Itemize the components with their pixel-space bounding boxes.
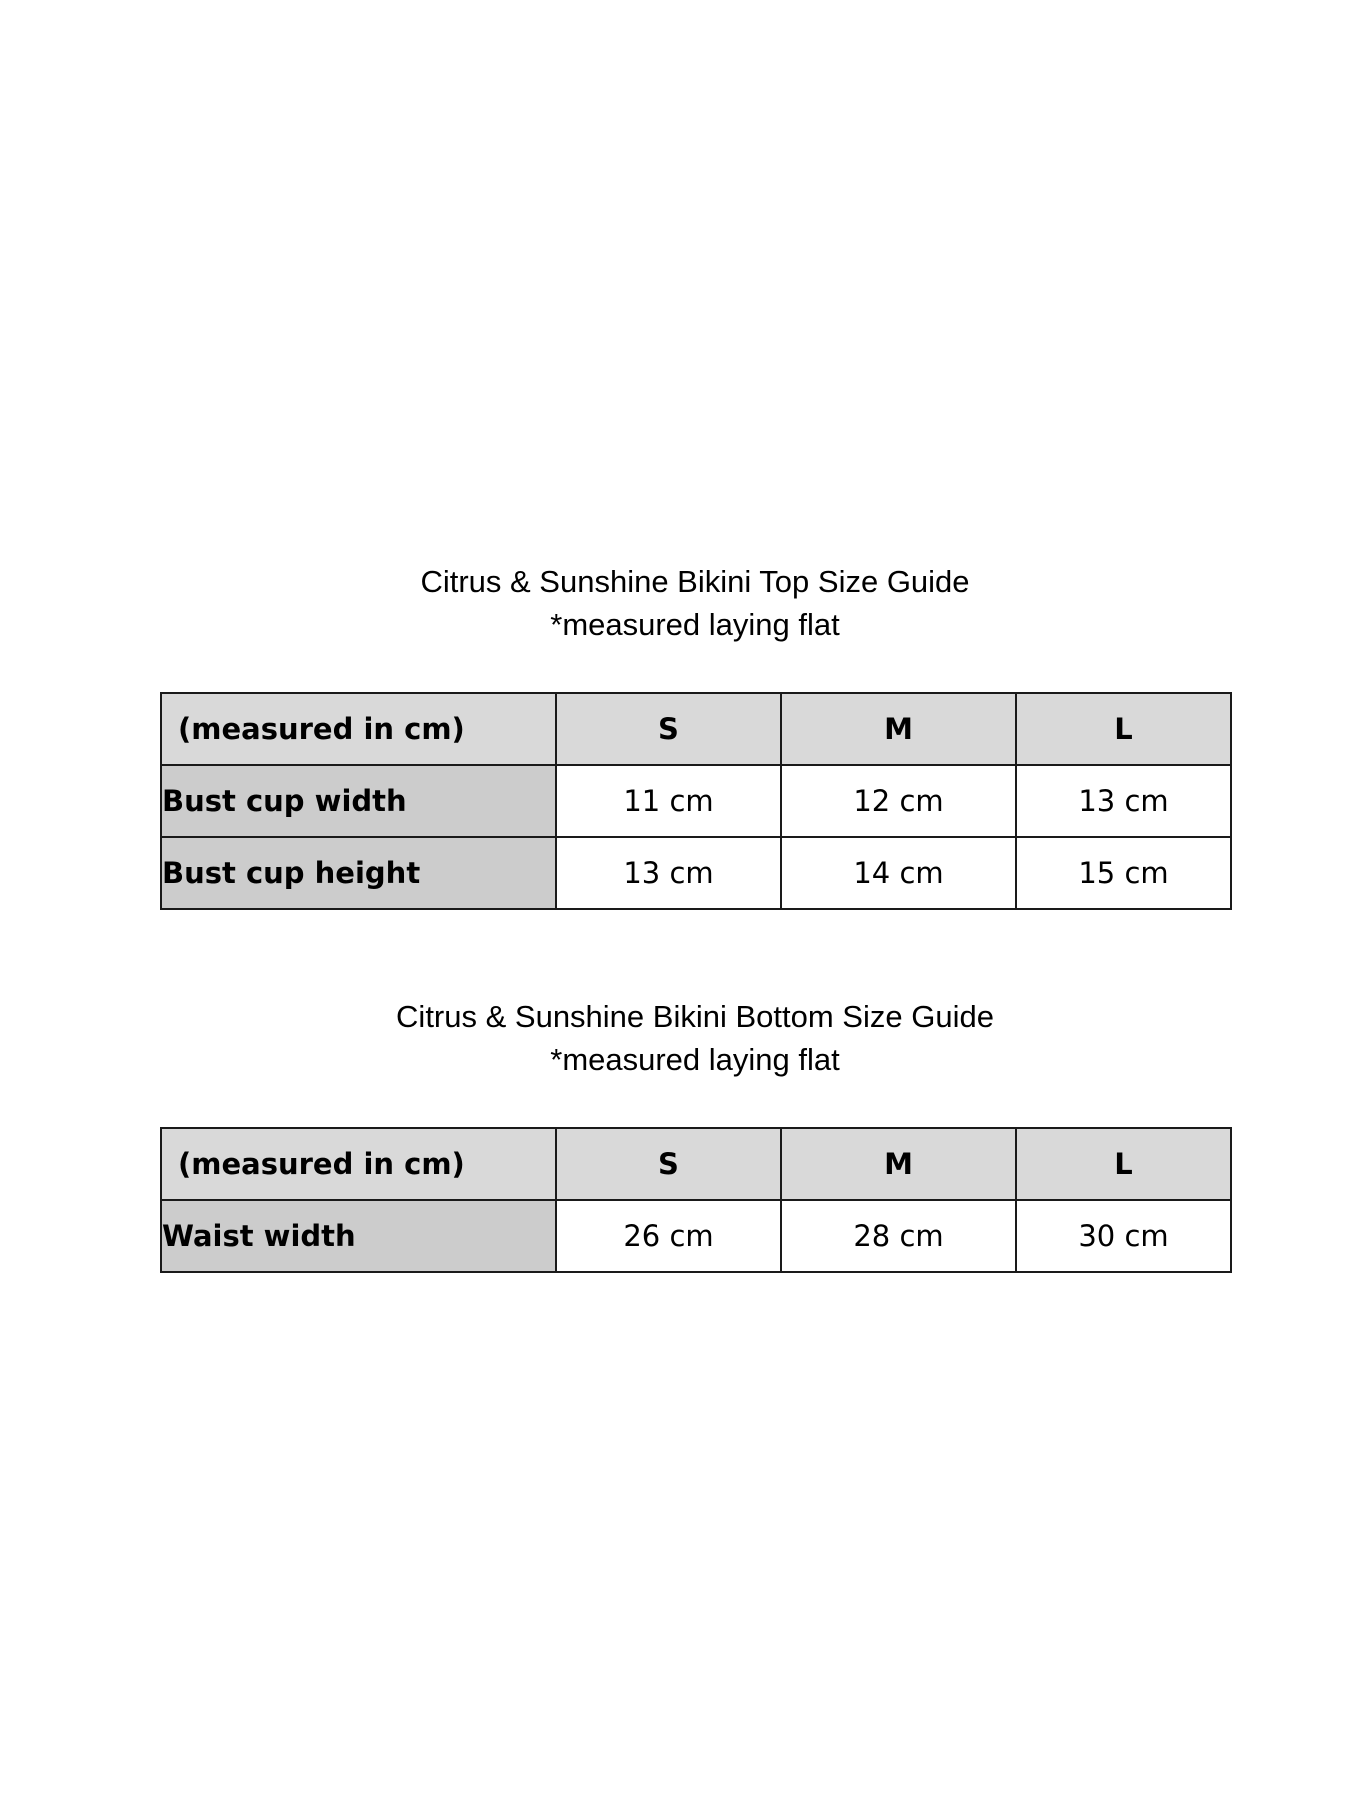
- table-cell: 15 cm: [1016, 837, 1231, 909]
- corner-label: (measured in cm): [161, 1128, 556, 1200]
- table-cell: 13 cm: [1016, 765, 1231, 837]
- table-row: [161, 1200, 1231, 1272]
- table-cell: 30 cm: [1016, 1200, 1231, 1272]
- table-cell: 26 cm: [556, 1200, 781, 1272]
- size-header-l: L: [1016, 1128, 1231, 1200]
- row-label: Waist width: [161, 1200, 556, 1272]
- bottom-guide-title: Citrus & Sunshine Bikini Bottom Size Guide: [396, 999, 994, 1034]
- row-label: Bust cup height: [161, 837, 556, 909]
- table-cell: 11 cm: [556, 765, 781, 837]
- size-header-s: S: [556, 693, 781, 765]
- table-header-row: [161, 1128, 1231, 1200]
- table-header-row: [161, 693, 1231, 765]
- size-header-l: L: [1016, 693, 1231, 765]
- row-label: Bust cup width: [161, 765, 556, 837]
- top-size-guide: [160, 560, 1230, 910]
- bottom-size-table: [160, 1127, 1232, 1273]
- size-header-s: S: [556, 1128, 781, 1200]
- table-row: [161, 837, 1231, 909]
- bottom-size-guide: [160, 995, 1230, 1273]
- top-guide-title: Citrus & Sunshine Bikini Top Size Guide: [420, 564, 970, 599]
- table-row: [161, 765, 1231, 837]
- table-cell: 28 cm: [781, 1200, 1016, 1272]
- table-cell: 13 cm: [556, 837, 781, 909]
- size-header-m: M: [781, 693, 1016, 765]
- size-header-m: M: [781, 1128, 1016, 1200]
- top-guide-subtitle: *measured laying flat: [550, 607, 840, 642]
- table-cell: 14 cm: [781, 837, 1016, 909]
- corner-label: (measured in cm): [161, 693, 556, 765]
- table-cell: 12 cm: [781, 765, 1016, 837]
- top-size-table: [160, 692, 1232, 910]
- bottom-guide-subtitle: *measured laying flat: [550, 1042, 840, 1077]
